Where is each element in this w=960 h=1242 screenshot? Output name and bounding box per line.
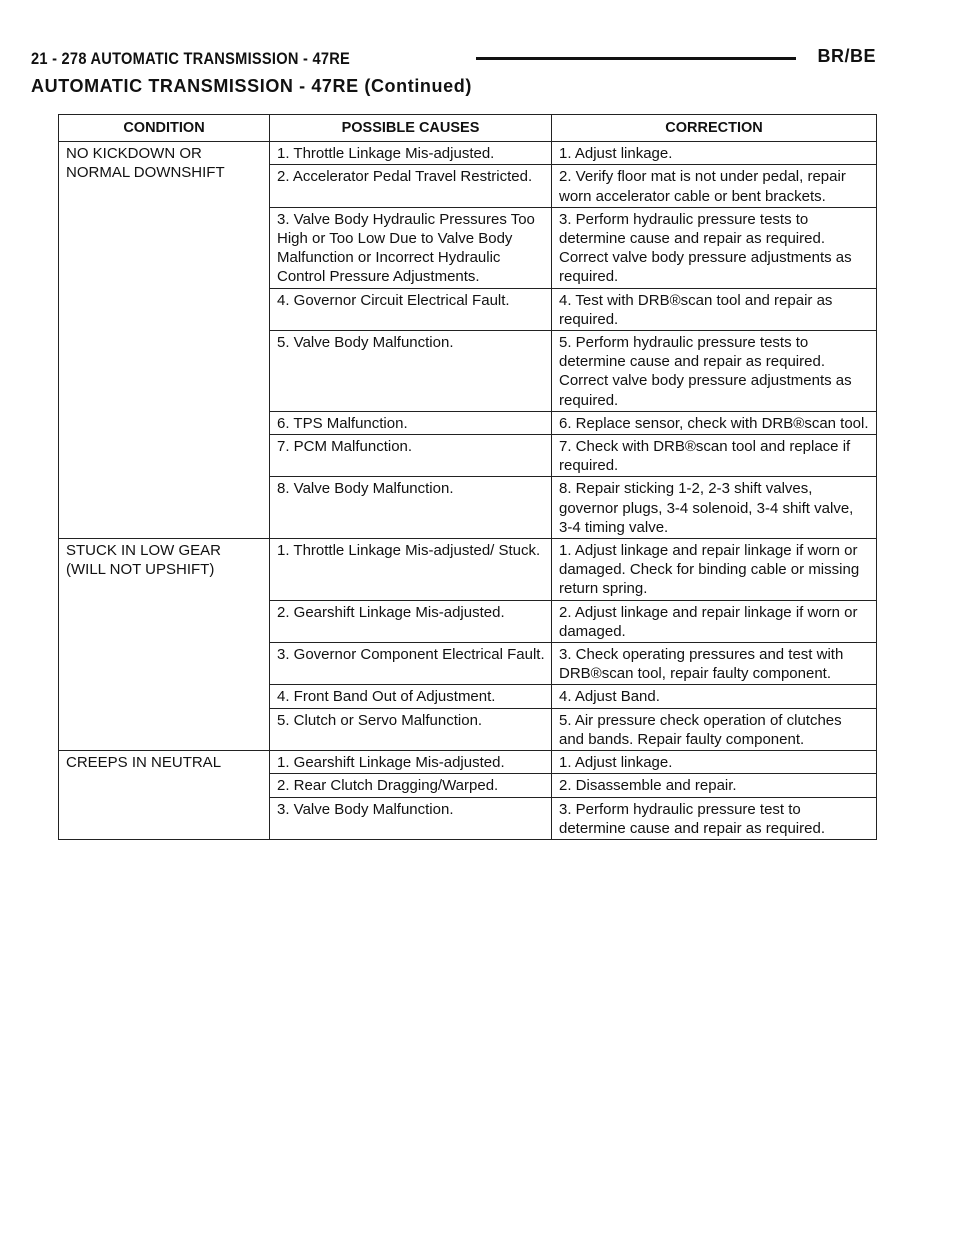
correction-cell: 7. Check with DRB®scan tool and replace if required. [552, 435, 877, 477]
correction-cell: 3. Perform hydraulic pressure test to determine cause and repair as required. [552, 797, 877, 839]
table-header-row [59, 115, 877, 142]
cause-cell: 4. Front Band Out of Adjustment. [270, 685, 552, 708]
correction-cell: 5. Perform hydraulic pressure tests to determine cause and repair as required. Correct valve body pressure adjustments as required. [552, 331, 877, 412]
cause-cell: 1. Gearshift Linkage Mis-adjusted. [270, 751, 552, 774]
column-header-correction: CORRECTION [552, 115, 877, 142]
table-row [59, 142, 877, 165]
condition-cell: STUCK IN LOW GEAR (WILL NOT UPSHIFT) [59, 539, 270, 751]
correction-cell: 2. Verify floor mat is not under pedal, repair worn accelerator cable or bent brackets. [552, 165, 877, 207]
cause-cell: 1. Throttle Linkage Mis-adjusted. [270, 142, 552, 165]
cause-cell: 3. Governor Component Electrical Fault. [270, 643, 552, 685]
cause-cell: 3. Valve Body Malfunction. [270, 797, 552, 839]
cause-cell: 3. Valve Body Hydraulic Pressures Too High or Too Low Due to Valve Body Malfunction or Incorrect Hydraulic Control Pressure Adjustments. [270, 207, 552, 288]
cause-cell: 5. Clutch or Servo Malfunction. [270, 708, 552, 750]
correction-cell: 3. Perform hydraulic pressure tests to determine cause and repair as required. Correct valve body pressure adjustments as required. [552, 207, 877, 288]
page-header [31, 46, 876, 72]
cause-cell: 4. Governor Circuit Electrical Fault. [270, 288, 552, 330]
cause-cell: 5. Valve Body Malfunction. [270, 331, 552, 412]
correction-cell: 8. Repair sticking 1-2, 2-3 shift valves, governor plugs, 3-4 solenoid, 3-4 shift valve, 3-4 timing valve. [552, 477, 877, 539]
correction-cell: 4. Adjust Band. [552, 685, 877, 708]
section-title: AUTOMATIC TRANSMISSION - 47RE (Continued) [31, 76, 472, 96]
header-rule [476, 57, 796, 60]
cause-cell: 6. TPS Malfunction. [270, 411, 552, 434]
column-header-condition: CONDITION [59, 115, 270, 142]
cause-cell: 2. Accelerator Pedal Travel Restricted. [270, 165, 552, 207]
cause-cell: 2. Rear Clutch Dragging/Warped. [270, 774, 552, 797]
condition-cell: CREEPS IN NEUTRAL [59, 751, 270, 840]
diagnosis-table [58, 114, 877, 840]
cause-cell: 8. Valve Body Malfunction. [270, 477, 552, 539]
correction-cell: 1. Adjust linkage and repair linkage if worn or damaged. Check for binding cable or missing return spring. [552, 539, 877, 601]
table-body [59, 142, 877, 840]
correction-cell: 1. Adjust linkage. [552, 751, 877, 774]
cause-cell: 7. PCM Malfunction. [270, 435, 552, 477]
correction-cell: 1. Adjust linkage. [552, 142, 877, 165]
correction-cell: 5. Air pressure check operation of clutches and bands. Repair faulty component. [552, 708, 877, 750]
correction-cell: 2. Disassemble and repair. [552, 774, 877, 797]
table-row [59, 751, 877, 774]
condition-cell: NO KICKDOWN OR NORMAL DOWNSHIFT [59, 142, 270, 539]
correction-cell: 2. Adjust linkage and repair linkage if worn or damaged. [552, 600, 877, 642]
correction-cell: 6. Replace sensor, check with DRB®scan tool. [552, 411, 877, 434]
table-row [59, 539, 877, 601]
cause-cell: 2. Gearshift Linkage Mis-adjusted. [270, 600, 552, 642]
column-header-causes: POSSIBLE CAUSES [270, 115, 552, 142]
model-code: BR/BE [817, 46, 876, 66]
page-number-and-chapter: 21 - 278 AUTOMATIC TRANSMISSION - 47RE [31, 49, 351, 68]
cause-cell: 1. Throttle Linkage Mis-adjusted/ Stuck. [270, 539, 552, 601]
correction-cell: 3. Check operating pressures and test with DRB®scan tool, repair faulty component. [552, 643, 877, 685]
correction-cell: 4. Test with DRB®scan tool and repair as required. [552, 288, 877, 330]
